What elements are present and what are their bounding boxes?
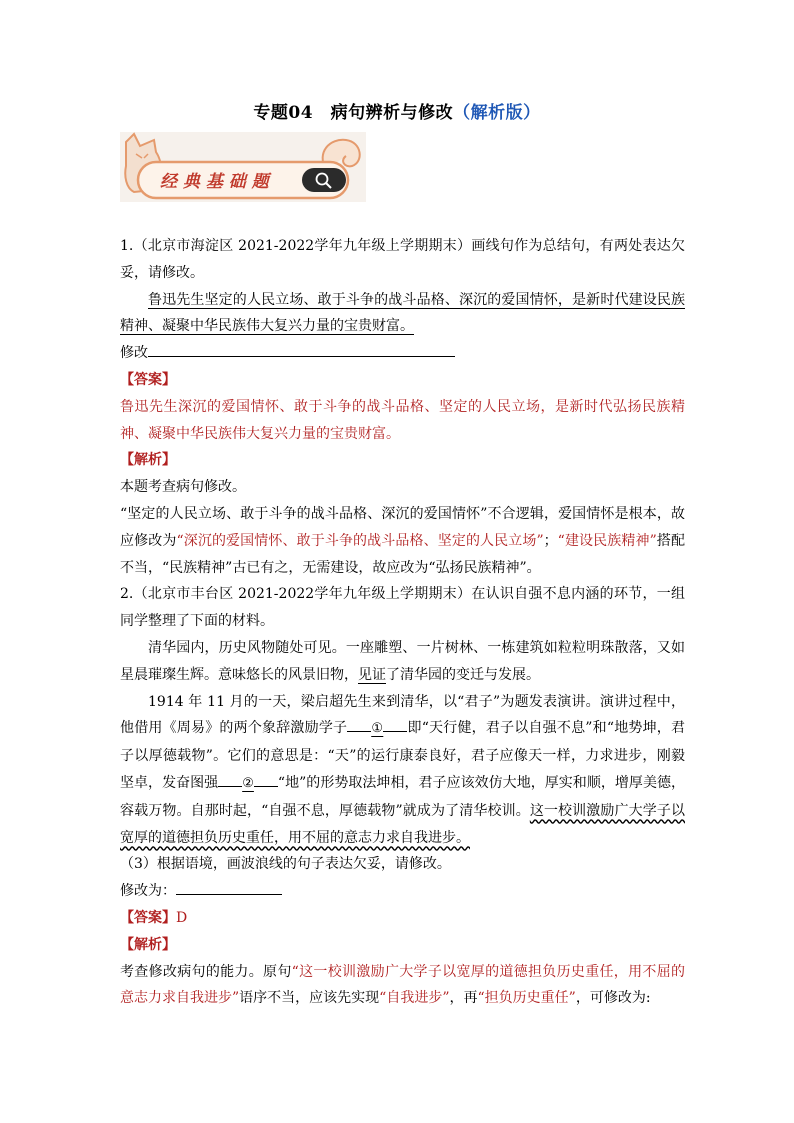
q1-passage: 鲁迅先生坚定的人民立场、敢于斗争的战斗品格、深沉的爱国情怀，是新时代建设民族精神、凝聚中华民族伟大复兴力量的宝贵财富。 <box>120 291 685 335</box>
q2-revise-line: 修改为： <box>120 878 685 905</box>
blank-1-marker: ① <box>371 721 384 737</box>
q1-analysis-tag: 【解析】 <box>120 452 176 469</box>
q2-para2: 1914 年 11 月的一天，梁启超先生来到清华，以“君子”为题发表演讲。演讲过程中，他借用《周易》的两个象辞激励学子 ① 即“天行健，君子以自强不息”和“地势坤，君子以厚德载物”。它们的意思是：“天”的运行康泰良好，君子应像天一样，力求进步，刚毅坚卓，发奋图强 ② “地”的形势取法坤相，君子应该效仿大地，厚实和顺，增厚美德，容载万物。自那时起，“自强不息，厚德载物”就成为了清华校训。这一校训激励广大学子以宽厚的道德担负历史重任，用不屈的意志力求自我进步。 <box>120 693 685 846</box>
q2-answer-blank[interactable] <box>176 880 282 895</box>
q1-answer-tag: 【答案】 <box>120 371 176 388</box>
title-sub: （解析版） <box>453 103 541 123</box>
q1-answer: 鲁迅先生深沉的爱国情怀、敢于斗争的战斗品格、坚定的人民立场，是新时代弘扬民族精神、凝聚中华民族伟大复兴力量的宝贵财富。 <box>120 398 685 442</box>
q1-stem: 1.（北京市海淀区 2021-2022学年九年级上学期期末）画线句作为总结句，有两处表达欠妥，请修改。 <box>120 238 685 281</box>
section-banner <box>120 132 366 202</box>
q2-answer-line: 【答案】D <box>120 909 188 926</box>
q2-stem: 2.（北京市丰台区 2021-2022学年九年级上学期期末）在认识自强不息内涵的环节，一组同学整理了下面的材料。 <box>120 586 685 630</box>
page-title <box>0 98 794 123</box>
q2-analysis-tag: 【解析】 <box>120 936 176 953</box>
q1-revise-line: 修改 <box>120 340 685 367</box>
document-body <box>120 233 685 1012</box>
wavy-sentence: 这一校训激励广大学子以宽厚的道德担负历史重任，用不屈的意志力求自我进步。 <box>120 802 685 846</box>
blank-2-marker: ② <box>242 775 254 791</box>
q1-analysis: “坚定的人民立场、敢于斗争的战斗品格、深沉的爱国情怀”不合逻辑，爱国情怀是根本，故应修改为“深沉的爱国情怀、敢于斗争的战斗品格、坚定的人民立场”；“建设民族精神”搭配不当，“民族精神”古已有之，无需建设，故应改为“弘扬民族精神”。 <box>120 505 685 576</box>
q1-answer-blank[interactable] <box>148 342 455 357</box>
banner-label: 经 典 基 础 题 <box>160 172 269 192</box>
q2-analysis: 考查修改病句的能力。原句“这一校训激励广大学子以宽厚的道德担负历史重任，用不屈的意志力求自我进步”语序不当，应该先实现“自我进步”，再“担负历史重任”，可修改为: <box>120 963 686 1007</box>
q2-para1: 清华园内，历史风物随处可见。一座雕塑、一片树林、一栋建筑如粒粒明珠散落，又如星晨璀璨生辉。意味悠长的风景旧物，见证了清华园的变迁与发展。 <box>120 639 685 683</box>
banner-graphic <box>120 132 366 202</box>
q2-sub3: （3）根据语境，画波浪线的句子表达欠妥，请修改。 <box>120 856 451 873</box>
q1-analysis-intro: 本题考查病句修改。 <box>120 479 246 496</box>
q2-answer: D <box>176 909 188 926</box>
title-main: 专题04 病句辨析与修改 <box>253 103 454 123</box>
